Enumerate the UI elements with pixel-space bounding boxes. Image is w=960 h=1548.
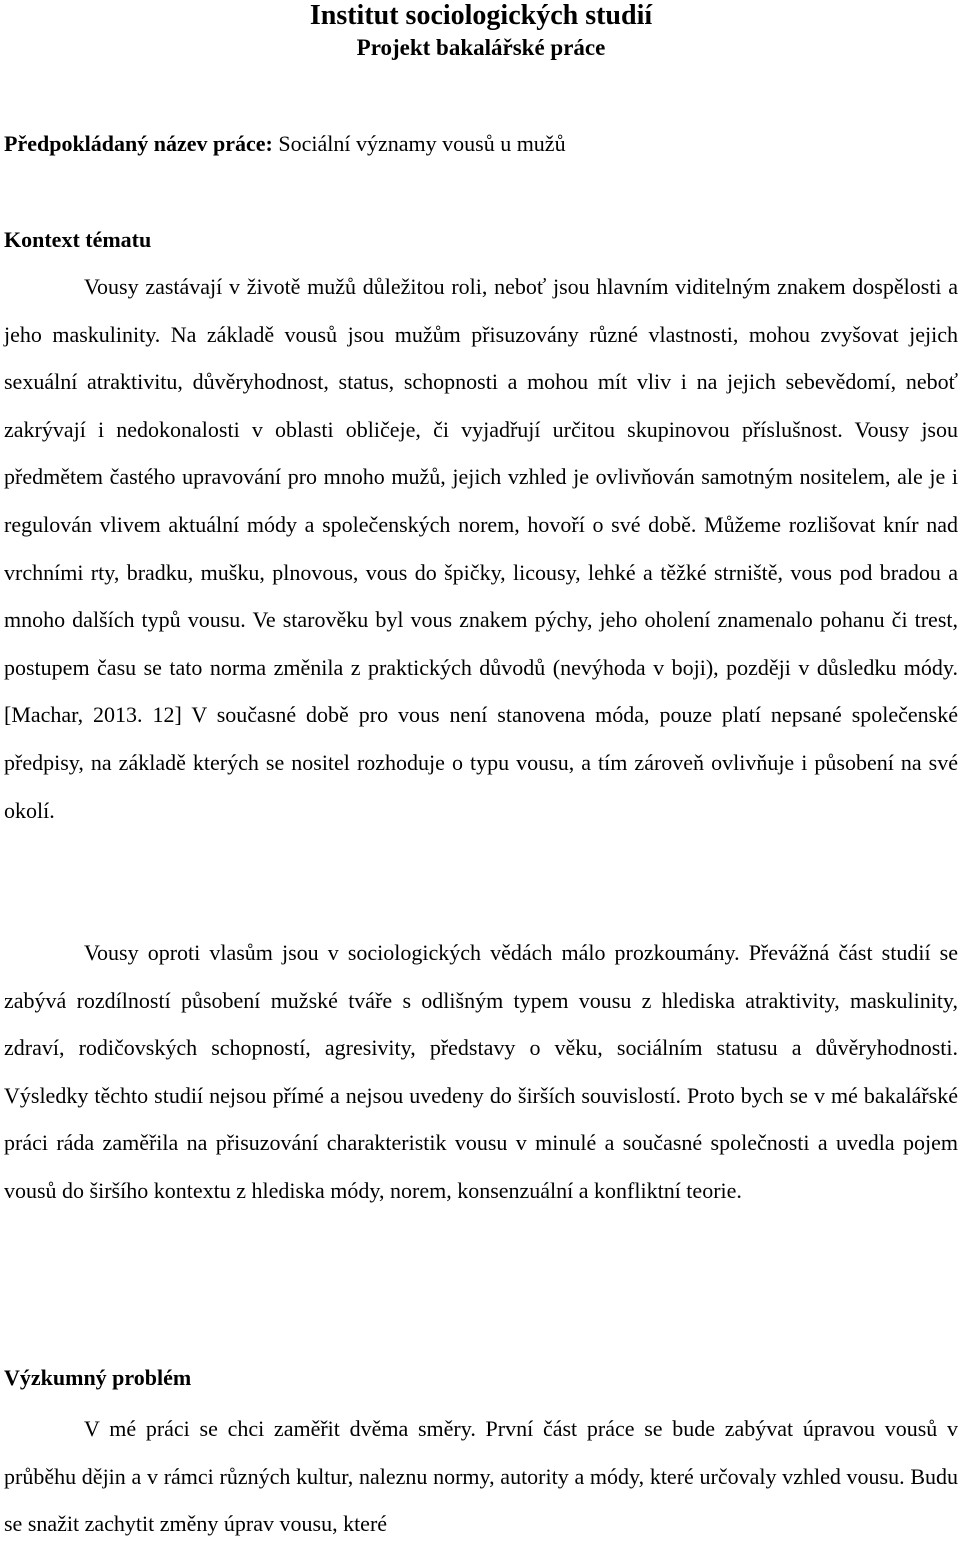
thesis-title-label: Předpokládaný název práce:	[4, 131, 273, 156]
thesis-title-value: Sociální významy vousů u mužů	[272, 131, 566, 156]
document-page	[4, 0, 958, 1537]
problem-heading: Výzkumný problém	[4, 1365, 192, 1390]
context-paragraph-2: Vousy oproti vlasům jsou v sociologických vědách málo prozkoumány. Převážná část studií se zabývá rozdílností působení mužské tváře s odlišným typem vousu z hlediska atraktivity, maskulinity, zdraví, rodičovských schopností, agresivity, představy o věku, sociálním statusu a důvěryhodnosti. Výsledky těchto studií nejsou přímé a nejsou uvedeny do širších souvislostí. Proto bych se v mé bakalářské práci ráda zaměřila na přisuzování charakteristik vousu v minulé a současné společnosti a uvedla pojem vousů do širšího kontextu z hlediska módy, norem, konsenzuální a konfliktní teorie.	[4, 940, 958, 1203]
problem-paragraph-1: V mé práci se chci zaměřit dvěma směry. První část práce se bude zabývat úpravou vousů v průběhu dějin a v rámci různých kultur, naleznu normy, autority a módy, které určovaly vzhled vousu. Budu se snažit zachytit změny úprav vousu, které	[4, 1416, 958, 1537]
institute-title: Institut sociologických studií	[309, 0, 653, 31]
thesis-title-line	[4, 129, 566, 159]
context-heading: Kontext tématu	[4, 227, 152, 252]
context-paragraph-1: Vousy zastávají v životě mužů důležitou roli, neboť jsou hlavním viditelným znakem dospělosti a jeho maskulinity. Na základě vousů jsou mužům přisuzovány různé vlastnosti, mohou zvyšovat jejich sexuální atraktivitu, důvěryhodnost, status, schopnosti a mohou mít vliv i na jejich sebevědomí, neboť zakrývají i nedokonalosti v oblasti obličeje, či vyjadřují určitou skupinovou příslušnost. Vousy jsou předmětem častého upravování pro mnoho mužů, jejich vzhled je ovlivňován samotným nositelem, ale je i regulován vlivem aktuální módy a společenských norem, hovoří o své době. Můžeme rozlišovat knír nad vrchními rty, bradku, mušku, plnovous, vous do špičky, licousy, lehké a těžké strniště, vous pod bradou a mnoho dalších typů vousu. Ve starověku byl vous znakem pýchy, jeho oholení znamenalo pohanu či trest, postupem času se tato norma změnila z praktických důvodů (nevýhoda v boji), později v důsledku módy. [Machar, 2013. 12] V současné době pro vous není stanovena móda, pouze platí nepsané společenské předpisy, na základě kterých se nositel rozhoduje o typu vousu, a tím zároveň ovlivňuje i působení na své okolí.	[4, 274, 958, 823]
project-subtitle: Projekt bakalářské práce	[356, 35, 606, 60]
